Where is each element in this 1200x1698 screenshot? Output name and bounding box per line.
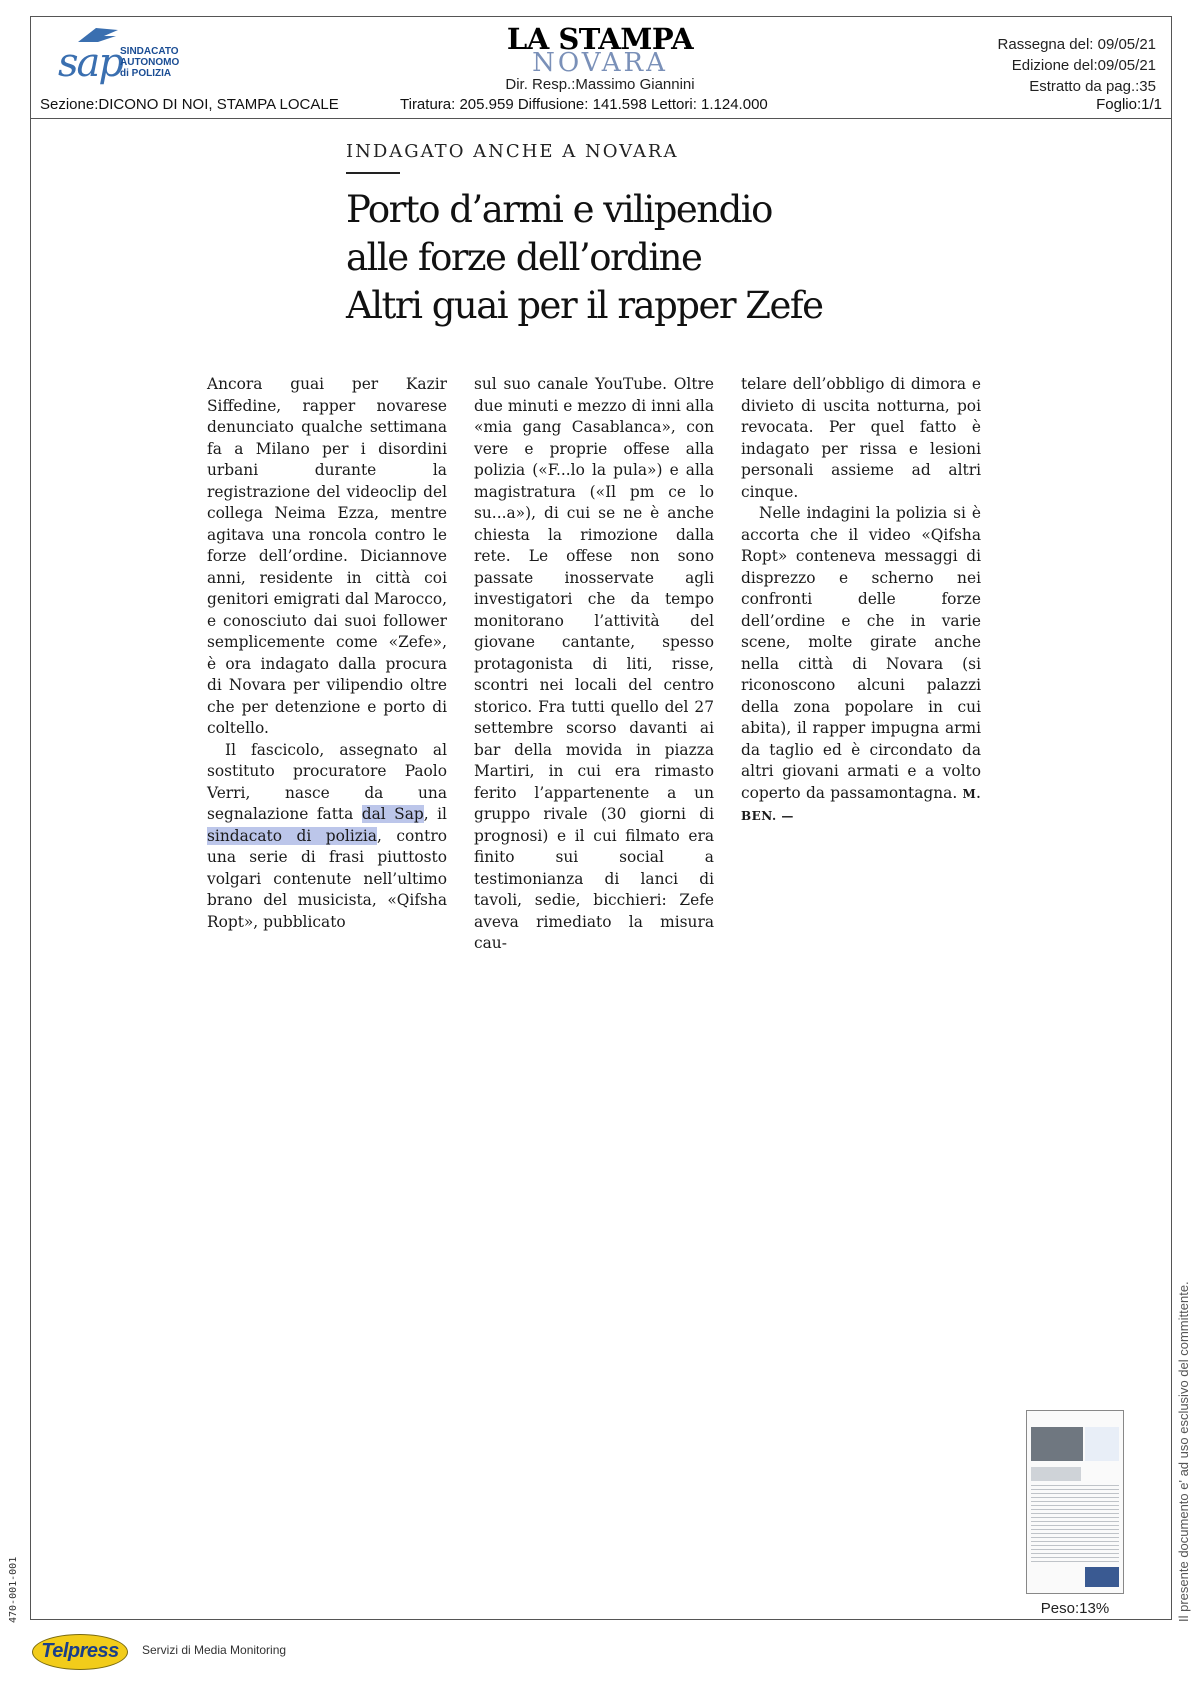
article-column-3 — [741, 374, 981, 828]
paragraph: sul suo canale YouTube. Oltre due minuti e mezzo di inni alla «mia gang Casablanca», con vere e proprie offese alla polizia («F...lo la pula») e alla magistratura («Il pm ce lo su...a»), di cui se ne è anche chiesta la rimozione dalla rete. Le offese non sono passate inosservate agli investigatori che da tempo monitorano l’attività del giovane cantante, spesso protagonista di liti, risse, scontri nei locali del centro storico. Fra tutti quello del 27 settembre scorso davanti ai bar della movida in piazza Martiri, in cui era rimasto ferito l’appartenente a un gruppo rivale (30 giorni di prognosi) e il cui filmato era finito sui social a testimonianza di lanci di tavoli, sedie, bicchieri: Zefe aveva rimediato la misura cau- — [474, 375, 714, 952]
masthead — [400, 24, 800, 93]
estratto-page: Estratto da pag.:35 — [1029, 78, 1156, 95]
kicker-rule — [346, 172, 400, 174]
telpress-logo: Telpress — [32, 1630, 128, 1670]
sheet-label: Foglio:1/1 — [1096, 96, 1162, 113]
director-line: Dir. Resp.:Massimo Giannini — [505, 76, 695, 93]
paragraph: Il fascicolo, assegnato al sostituto procuratore Paolo Verri, nasce da una segnalazione fatta dal Sap, il sindacato di polizia, contro una serie di frasi piuttosto volgari contenute nell’ultimo brano del musicista, «Qifsha Ropt», pubblicato — [207, 740, 447, 931]
article-kicker: INDAGATO ANCHE A NOVARA — [346, 141, 679, 162]
edizione-date: Edizione del:09/05/21 — [1011, 57, 1156, 74]
article-column-1 — [207, 374, 447, 933]
highlight: dal Sap — [361, 805, 424, 823]
article-headline: Porto d’armi e vilipendio alle forze dell’ordine Altri guai per il rapper Zefe — [346, 188, 823, 327]
paragraph: telare dell’obbligo di dimora e divieto di uscita notturna, poi revocata. Per quel fatto è indagato per rissa e lesioni personali assieme ad altri cinque. — [741, 375, 981, 501]
document-code: 470-001-001 — [8, 1556, 19, 1623]
circulation-stats: Tiratura: 205.959 Diffusione: 141.598 Lettori: 1.124.000 — [400, 96, 768, 113]
rassegna-date: Rassegna del: 09/05/21 — [997, 36, 1156, 53]
sap-logo-text: SINDACATO AUTONOMO di POLIZIA — [120, 46, 180, 79]
highlight: sindacato di polizia — [207, 826, 377, 845]
paragraph: Nelle indagini la polizia si è accorta che il video «Qifsha Ropt» conteneva messaggi di disprezzo e scherno nei confronti delle forze dell’ordine e che in varie scene, molte girate anche nella città di Novara (si riconoscono alcuni palazzi della zona popolare in cui abita), il rapper impugna armi da taglio ed è circondato da altri giovani armati e a volto coperto da passamontagna. M. BEN. — — [741, 504, 981, 823]
edition-name: NOVARA — [532, 48, 668, 78]
weight-label: Peso:13% — [1040, 1600, 1110, 1617]
usage-notice: Il presente documento e' ad uso esclusivo del committente. — [1176, 1281, 1191, 1622]
header-divider — [30, 118, 1172, 119]
page-thumbnail — [1026, 1410, 1124, 1594]
newspaper-name: LA STAMPA — [506, 22, 694, 56]
header-meta — [998, 34, 1156, 97]
article-column-2 — [474, 374, 714, 955]
sap-logo-mark: sap — [58, 40, 122, 86]
sap-logo — [58, 26, 188, 90]
paragraph: Ancora guai per Kazir Siffedine, rapper novarese denunciato qualche settimana fa a Milano per i disordini urbani durante la registrazione del videoclip del collega Neima Ezza, mentre agitava una roncola contro le forze dell’ordine. Diciannove anni, residente in città coi genitori emigrati dal Marocco, e conosciuto dai suoi follower semplicemente come «Zefe», è ora indagato dalla procura di Novara per vilipendio oltre che per detenzione e porto di coltello. — [207, 375, 447, 737]
footer-text: Servizi di Media Monitoring — [142, 1643, 287, 1657]
author-signature: M. BEN. — — [741, 786, 981, 823]
section-label: Sezione:DICONO DI NOI, STAMPA LOCALE — [40, 96, 339, 113]
